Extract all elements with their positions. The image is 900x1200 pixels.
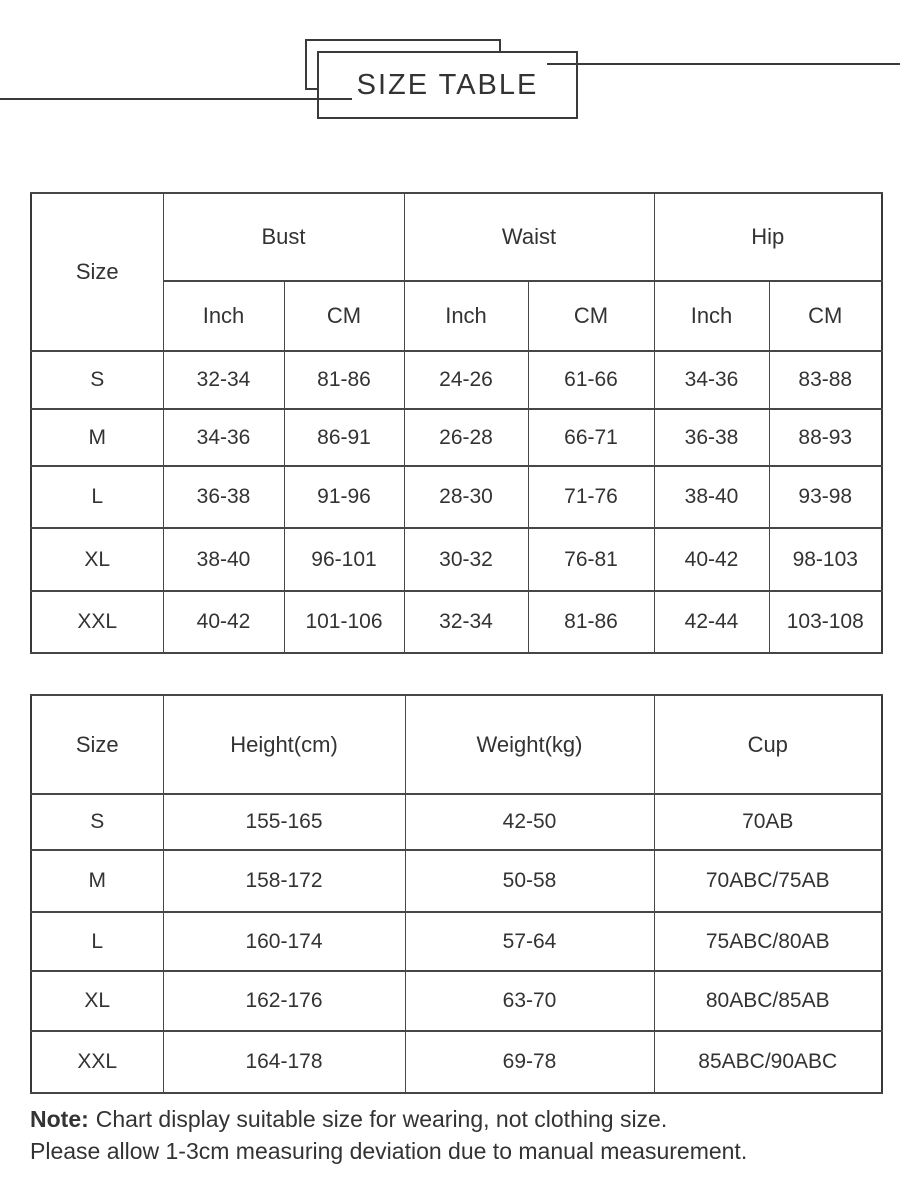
bust-inch-cell: 36-38 (163, 466, 284, 528)
hip-cm-cell: 88-93 (769, 409, 882, 466)
cup-cell: 70AB (654, 794, 882, 850)
bust-cm-header: CM (284, 281, 404, 351)
weight-cell: 50-58 (405, 850, 654, 912)
cup-cell: 75ABC/80AB (654, 912, 882, 971)
hip-inch-cell: 42-44 (654, 591, 769, 653)
cup-cell: 80ABC/85AB (654, 971, 882, 1031)
bust-inch-header: Inch (163, 281, 284, 351)
height-weight-cup-table (30, 694, 883, 1094)
table-row-m (31, 409, 882, 466)
table-row-s (31, 351, 882, 409)
title-box (317, 51, 578, 119)
size-cell: L (31, 466, 163, 528)
hip-inch-cell: 34-36 (654, 351, 769, 409)
size-cell: XXL (31, 1031, 163, 1093)
note-text-1: Chart display suitable size for wearing, not clothing size. (95, 1106, 668, 1132)
hip-cm-header: CM (769, 281, 882, 351)
bust-inch-cell: 38-40 (163, 528, 284, 591)
waist-cm-cell: 81-86 (528, 591, 654, 653)
hip-group-header: Hip (654, 193, 882, 281)
weight-column-header: Weight(kg) (405, 695, 654, 794)
note-line-1 (30, 1103, 880, 1135)
cup-column-header: Cup (654, 695, 882, 794)
height-cell: 158-172 (163, 850, 405, 912)
height-cell: 162-176 (163, 971, 405, 1031)
weight-cell: 57-64 (405, 912, 654, 971)
cup-cell: 70ABC/75AB (654, 850, 882, 912)
weight-cell: 69-78 (405, 1031, 654, 1093)
size-cell: S (31, 794, 163, 850)
size-cell: M (31, 409, 163, 466)
waist-cm-cell: 76-81 (528, 528, 654, 591)
size-cell: XXL (31, 591, 163, 653)
waist-inch-cell: 26-28 (404, 409, 528, 466)
table-row-xl (31, 528, 882, 591)
height-cell: 155-165 (163, 794, 405, 850)
table-row-l (31, 912, 882, 971)
bust-group-header: Bust (163, 193, 404, 281)
note-line-2 (30, 1135, 880, 1167)
bust-cm-cell: 86-91 (284, 409, 404, 466)
size-cell: L (31, 912, 163, 971)
size-cell: XL (31, 971, 163, 1031)
bust-cm-cell: 81-86 (284, 351, 404, 409)
group-header-row (31, 193, 882, 281)
size-cell: M (31, 850, 163, 912)
hip-cm-cell: 103-108 (769, 591, 882, 653)
note-text-2: Please allow 1-3cm measuring deviation due to manual measurement. (30, 1138, 748, 1164)
waist-inch-cell: 24-26 (404, 351, 528, 409)
waist-cm-header: CM (528, 281, 654, 351)
cup-cell: 85ABC/90ABC (654, 1031, 882, 1093)
table-row-l (31, 466, 882, 528)
note-label: Note: (30, 1106, 89, 1132)
header-row (31, 695, 882, 794)
waist-inch-header: Inch (404, 281, 528, 351)
table-row-m (31, 850, 882, 912)
hip-inch-cell: 40-42 (654, 528, 769, 591)
height-cell: 160-174 (163, 912, 405, 971)
bust-waist-hip-table (30, 192, 883, 654)
hip-cm-cell: 98-103 (769, 528, 882, 591)
size-column-header: Size (31, 193, 163, 351)
waist-cm-cell: 71-76 (528, 466, 654, 528)
hip-inch-header: Inch (654, 281, 769, 351)
bust-cm-cell: 91-96 (284, 466, 404, 528)
waist-cm-cell: 66-71 (528, 409, 654, 466)
page-title: SIZE TABLE (356, 68, 539, 101)
bust-inch-cell: 34-36 (163, 409, 284, 466)
waist-group-header: Waist (404, 193, 654, 281)
hip-inch-cell: 38-40 (654, 466, 769, 528)
waist-cm-cell: 61-66 (528, 351, 654, 409)
note-block (30, 1103, 880, 1167)
hip-cm-cell: 83-88 (769, 351, 882, 409)
table-row-s (31, 794, 882, 850)
waist-inch-cell: 28-30 (404, 466, 528, 528)
right-horizontal-rule (547, 63, 900, 65)
waist-inch-cell: 32-34 (404, 591, 528, 653)
size-cell: S (31, 351, 163, 409)
table-row-xxl (31, 591, 882, 653)
waist-inch-cell: 30-32 (404, 528, 528, 591)
weight-cell: 63-70 (405, 971, 654, 1031)
left-horizontal-rule (0, 98, 352, 100)
bust-inch-cell: 40-42 (163, 591, 284, 653)
height-cell: 164-178 (163, 1031, 405, 1093)
size-cell: XL (31, 528, 163, 591)
bust-cm-cell: 96-101 (284, 528, 404, 591)
hip-cm-cell: 93-98 (769, 466, 882, 528)
table-row-xxl (31, 1031, 882, 1093)
bust-cm-cell: 101-106 (284, 591, 404, 653)
height-column-header: Height(cm) (163, 695, 405, 794)
size-column-header: Size (31, 695, 163, 794)
weight-cell: 42-50 (405, 794, 654, 850)
hip-inch-cell: 36-38 (654, 409, 769, 466)
table-row-xl (31, 971, 882, 1031)
bust-inch-cell: 32-34 (163, 351, 284, 409)
